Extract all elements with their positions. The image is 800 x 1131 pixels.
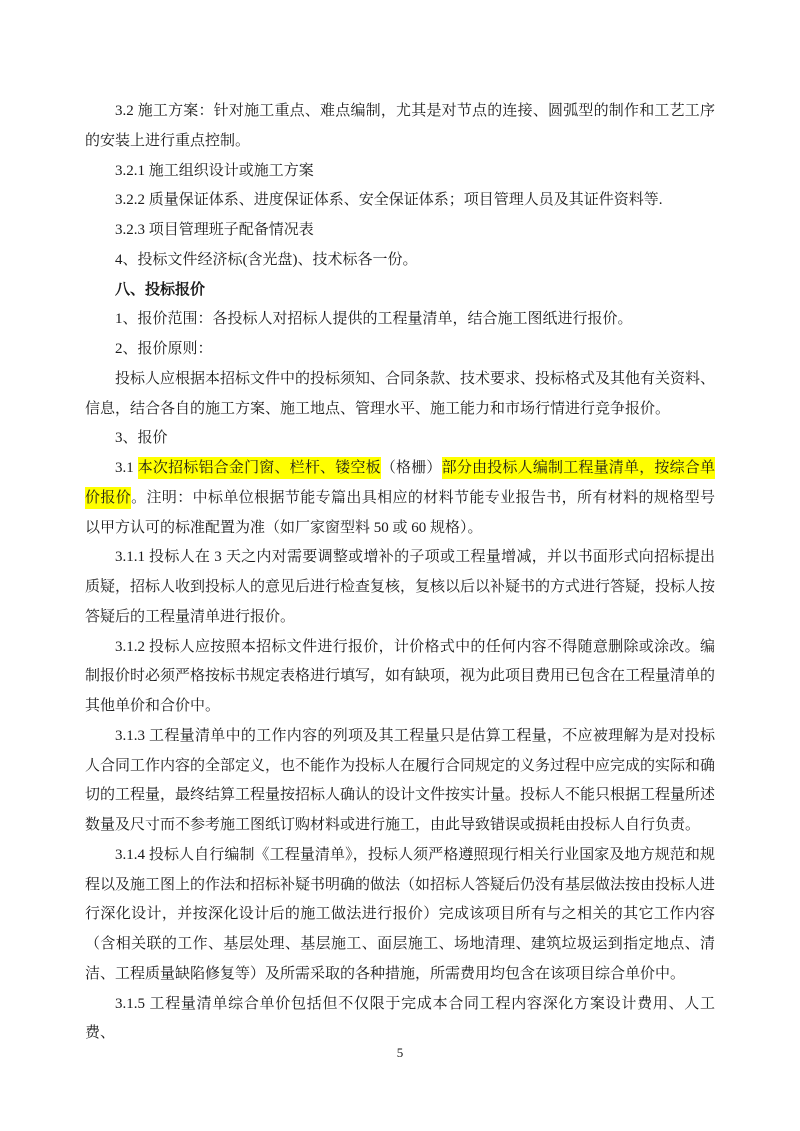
clause-3-2: 3.2 施工方案：针对施工重点、难点编制，尤其是对节点的连接、圆弧型的制作和工艺工序的安装上进行重点控制。 [85, 103, 715, 149]
clause-3-2-3: 3.2.3 项目管理班子配备情况表 [115, 222, 314, 238]
clause-3-1 [85, 454, 715, 543]
clause-3-1-5: 3.1.5 工程量清单综合单价包括但不仅限于完成本合同工程内容深化方案设计费用、人工费、 [85, 995, 715, 1042]
section-heading-bid-quotation: 八、投标报价 [115, 281, 206, 298]
item-3-quotation: 3、报价 [115, 430, 168, 447]
clause-3-1-1: 3.1.1 投标人在 3 天之内对需要调整或增补的子项或工程量增减，并以书面形式向招标提出质疑，招标人收到投标人的意见后进行检查复核，复核以后以补疑书的方式进行答疑，投标人按答疑后的工程量清单进行报价。 [85, 549, 716, 625]
page-number: 5 [396, 1045, 404, 1060]
highlight-span-1: 本次招标铝合金门窗、栏杆、镂空板 [138, 457, 381, 479]
clause-3-1-number: 3.1 [115, 460, 138, 476]
document-body [85, 97, 715, 1049]
item-1-quotation-scope: 1、报价范围：各投标人对招标人提供的工程量清单，结合施工图纸进行报价。 [115, 311, 633, 328]
highlight-span-2: 部分由投标人编制工程量清单，按综合单价报价 [85, 457, 715, 509]
clause-3-1-mid: （格栅） [380, 460, 442, 476]
clause-3-1-2: 3.1.2 投标人应按照本招标文件进行报价，计价格式中的任何内容不得随意删除或涂改。编制报价时必须严格按标书规定表格进行填写，如有缺项，视为此项目费用已包含在工程量清单的其他单价和合价中。 [85, 638, 716, 714]
clause-3-1-note: 。注明：中标单位根据节能专篇出具相应的材料节能专业报告书，所有材料的规格型号以甲方认可的标准配置为准（如厂家窗型料 50 或 60 规格）。 [85, 489, 715, 536]
clause-3-2-1: 3.2.1 施工组织设计或施工方案 [115, 162, 314, 179]
item-2-body: 投标人应根据本招标文件中的投标须知、合同条款、技术要求、投标格式及其他有关资料、信息，结合各自的施工方案、施工地点、管理水平、施工能力和市场行情进行竞争报价。 [85, 370, 716, 417]
clause-3-2-2: 3.2.2 质量保证体系、进度保证体系、安全保证体系；项目管理人员及其证件资料等. [115, 192, 663, 209]
clause-3-1-4: 3.1.4 投标人自行编制《工程量清单》，投标人须严格遵照现行相关行业国家及地方规范和规程以及施工图上的作法和招标补疑书明确的做法（如招标人答疑后仍没有基层做法按由投标人进行深化设计，并按深化设计后的施工做法进行报价）完成该项目所有与之相关的其它工作内容（含相关联的工作、基层处理、基层施工、面层施工、场地清理、建筑垃圾运到指定地点、清洁、工程质量缺陷修复等）及所需采取的各种措施，所需费用均包含在该项目综合单价中。 [85, 846, 716, 982]
clause-4: 4、投标文件经济标(含光盘)、技术标各一份。 [115, 251, 418, 268]
item-2-quotation-principle: 2、报价原则： [115, 341, 213, 357]
clause-3-1-3: 3.1.3 工程量清单中的工作内容的列项及其工程量只是估算工程量，不应被理解为是对投标人合同工作内容的全部定义，也不能作为投标人在履行合同规定的义务过程中应完成的实际和确切的工程量，最终结算工程量按招标人确认的设计文件按实计量。投标人不能只根据工程量所述数量及尺寸而不参考施工图纸订购材料或进行施工，由此导致错误或损耗由投标人自行负责。 [85, 727, 716, 833]
